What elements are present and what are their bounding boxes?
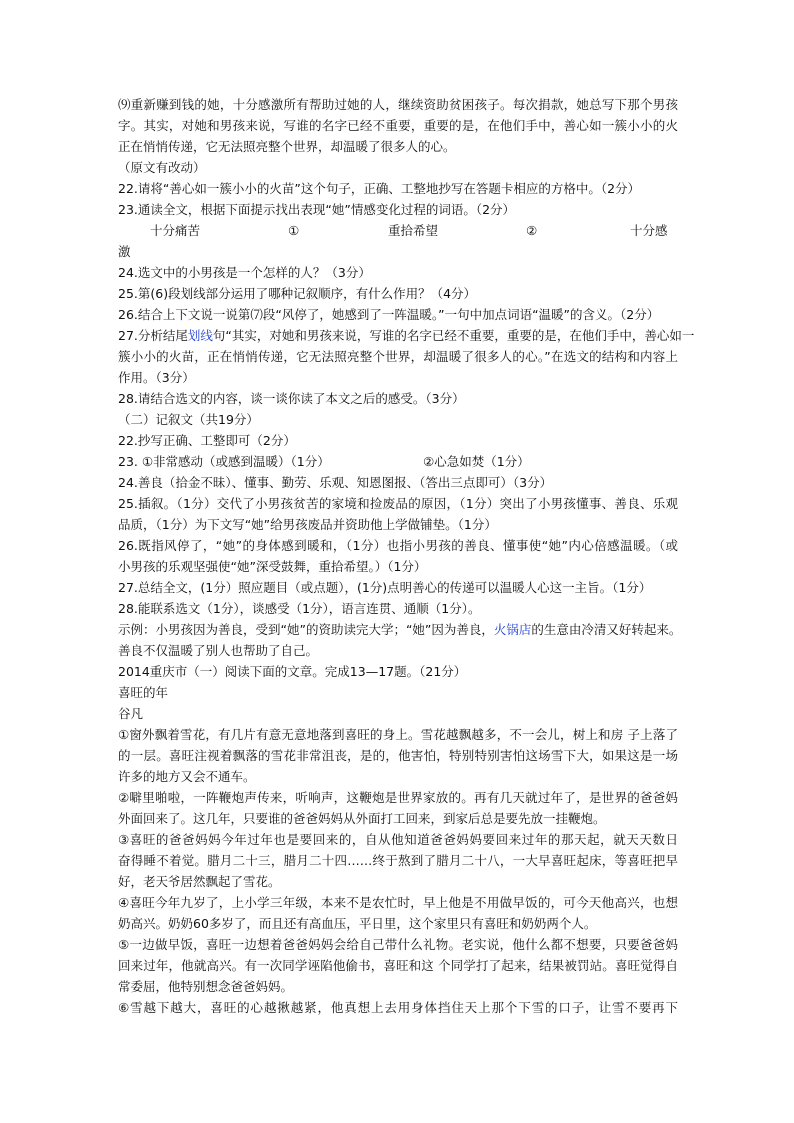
story-paragraph-2-line: 外面回来了。这几年，只要谁的爸爸妈妈从外面打工回来，到家后总是要先放一挂鞭炮。 (118, 811, 606, 826)
answer-23-part-1: 23. ①非常感动（或感到温暖）（1分） (118, 454, 330, 469)
story-paragraph-1-line: ①窗外飘着雪花，有几片有意无意地落到喜旺的身上。雪花越飘越多，不一会儿，树上和房 子上落了 (118, 727, 678, 742)
source-note: （原文有改动） (118, 160, 206, 175)
story-paragraph-1-line: 许多的地方又会不通车。 (118, 769, 256, 784)
story-paragraph-3-line: 好，老天爷居然飘起了雪花。 (118, 874, 281, 889)
answer-25-line: 品质，（1分）为下文写“她”给男孩废品并资助他上学做铺垫。（1分） (118, 517, 497, 532)
example-text: 示例：小男孩因为善良，受到“她”的资助读完大学；“她”因为善良， (118, 622, 494, 637)
answer-26-line: 小男孩的乐观坚强使“她”深受鼓舞，重拾希望。）（1分） (118, 559, 427, 574)
answer-section-heading: （二）记叙文（共19分） (118, 412, 259, 427)
document-page (118, 94, 695, 1018)
question-27-line: 作用。（3分） (118, 370, 195, 385)
story-paragraph-1-line: 的一层。喜旺注视着飘落的雪花非常沮丧，是的，他害怕，特别特别害怕这场雪下大，如果这是一场 (118, 748, 678, 763)
flow-step-2: 重拾希望 (388, 223, 439, 238)
hotpot-link[interactable]: 火锅店 (493, 622, 532, 637)
question-23: 23.通读全文，根据下面提示找出表现“她”情感变化过程的词语。（2分） (118, 202, 516, 217)
flow-blank-2: ② (526, 223, 538, 238)
paragraph-9-line: 正在悄悄传递，它无法照亮整个世界，却温暖了很多人的心。 (118, 139, 456, 154)
question-27-text: 句“其实，对她和男孩来说，写谁的名字已经不重要，重要的是，在他们手中，善心如一 (212, 328, 695, 343)
answer-26-line: 26.既指风停了，“她”的身体感到暖和，（1分）也指小男孩的善良、懂事使“她”内心倍感温暖。（或 (118, 538, 678, 553)
story-paragraph-6-line: ⑥雪越下越大，喜旺的心越揪越紧，他真想上去用身体挡住天上那个下雪的口子，让雪不要再下 (118, 1000, 678, 1015)
emotion-flow-tail: 激 (118, 244, 131, 259)
story-title: 喜旺的年 (118, 685, 169, 700)
question-27-line: 簇小小的火苗，正在悄悄传递，它无法照亮整个世界，却温暖了很多人的心。”在选文的结构和内容上 (118, 349, 678, 364)
paragraph-9-line: 字。其实，对她和男孩来说，写谁的名字已经不重要，重要的是，在他们手中，善心如一簇小小的火 (118, 118, 678, 133)
story-paragraph-5-line: 常委屈，他特别想念爸爸妈妈。 (118, 979, 294, 994)
flow-blank-1: ① (288, 223, 300, 238)
story-paragraph-5-line: 回来过年，他就高兴。有一次同学诬陷他偷书，喜旺和这 个同学打了起来，结果被罚站。喜旺觉得自 (118, 958, 678, 973)
question-22: 22.请将“善心如一簇小小的火苗”这个句子，正确、工整地抄写在答题卡相应的方格中。（2分） (118, 181, 641, 196)
question-24: 24.选文中的小男孩是一个怎样的人？（3分） (118, 265, 371, 280)
answer-23-part-2: ②心急如焚（1分） (423, 454, 530, 469)
story-paragraph-3-line: ③喜旺的爸爸妈妈今年过年也是要回来的，自从他知道爸爸妈妈要回来过年的那天起，就天天数日 (118, 832, 678, 847)
question-27-text: 27.分析结尾 (118, 328, 188, 343)
answer-24: 24.善良（拾金不昧）、懂事、勤劳、乐观、知恩图报、（答出三点即可）（3分） (118, 475, 553, 490)
story-paragraph-3-line: 奋得睡不着觉。腊月二十三，腊月二十四……终于熬到了腊月二十八，一大早喜旺起床，等喜旺把早 (118, 853, 678, 868)
example-answer (118, 619, 682, 640)
example-answer-line: 善良不仅温暖了别人也帮助了自己。 (118, 643, 319, 658)
answer-23 (118, 451, 678, 472)
underline-link[interactable]: 划线 (187, 328, 213, 343)
question-28: 28.请结合选文的内容，谈一谈你读了本文之后的感受。（3分） (118, 391, 465, 406)
flow-step-1: 十分痛苦 (150, 223, 201, 238)
question-25: 25.第(6)段划线部分运用了哪种记叙顺序，有什么作用？（4分） (118, 286, 477, 301)
answer-28: 28.能联系选文（1分），谈感受（1分），语言连贯、通顺（1分）。 (118, 601, 481, 616)
answer-25-line: 25.插叙。（1分）交代了小男孩贫苦的家境和捡废品的原因，（1分）突出了小男孩懂事、善良、乐观 (118, 496, 678, 511)
story-paragraph-4-line: ④喜旺今年九岁了，上小学三年级，本来不是农忙时，早上他是不用做早饭的，可今天他高兴，也想 (118, 895, 678, 910)
question-27 (118, 325, 695, 346)
story-paragraph-4-line: 奶高兴。奶奶60多岁了，而且还有高血压，平日里，这个家里只有喜旺和奶奶两个人。 (118, 916, 597, 931)
question-26: 26.结合上下文说一说第⑺段“风停了，她感到了一阵温暖。”一句中加点词语“温暖”的含义。（2分） (118, 307, 660, 322)
emotion-flow (118, 220, 678, 241)
story-author: 谷凡 (118, 706, 144, 721)
story-paragraph-5-line: ⑤一边做早饭，喜旺一边想着爸爸妈妈会给自己带什么礼物。老实说，他什么都不想要，只要爸爸妈 (118, 937, 678, 952)
example-text: 的生意由冷清又好转起来。 (531, 622, 682, 637)
flow-step-3: 十分感 (630, 223, 668, 238)
story-paragraph-2-line: ②噼里啪啦，一阵鞭炮声传来，听响声，这鞭炮是世界家放的。再有几天就过年了，是世界的爸爸妈 (118, 790, 678, 805)
answer-22: 22.抄写正确、工整即可（2分） (118, 433, 296, 448)
exam-heading: 2014重庆市（一）阅读下面的文章。完成13—17题。（21分） (118, 664, 467, 679)
answer-27: 27.总结全文，(1分）照应题目（或点题），(1分)点明善心的传递可以温暖人心这一主旨。（1分） (118, 580, 652, 595)
paragraph-9-line: ⑼重新赚到钱的她，十分感激所有帮助过她的人，继续资助贫困孩子。每次捐款，她总写下那个男孩 (118, 97, 678, 112)
